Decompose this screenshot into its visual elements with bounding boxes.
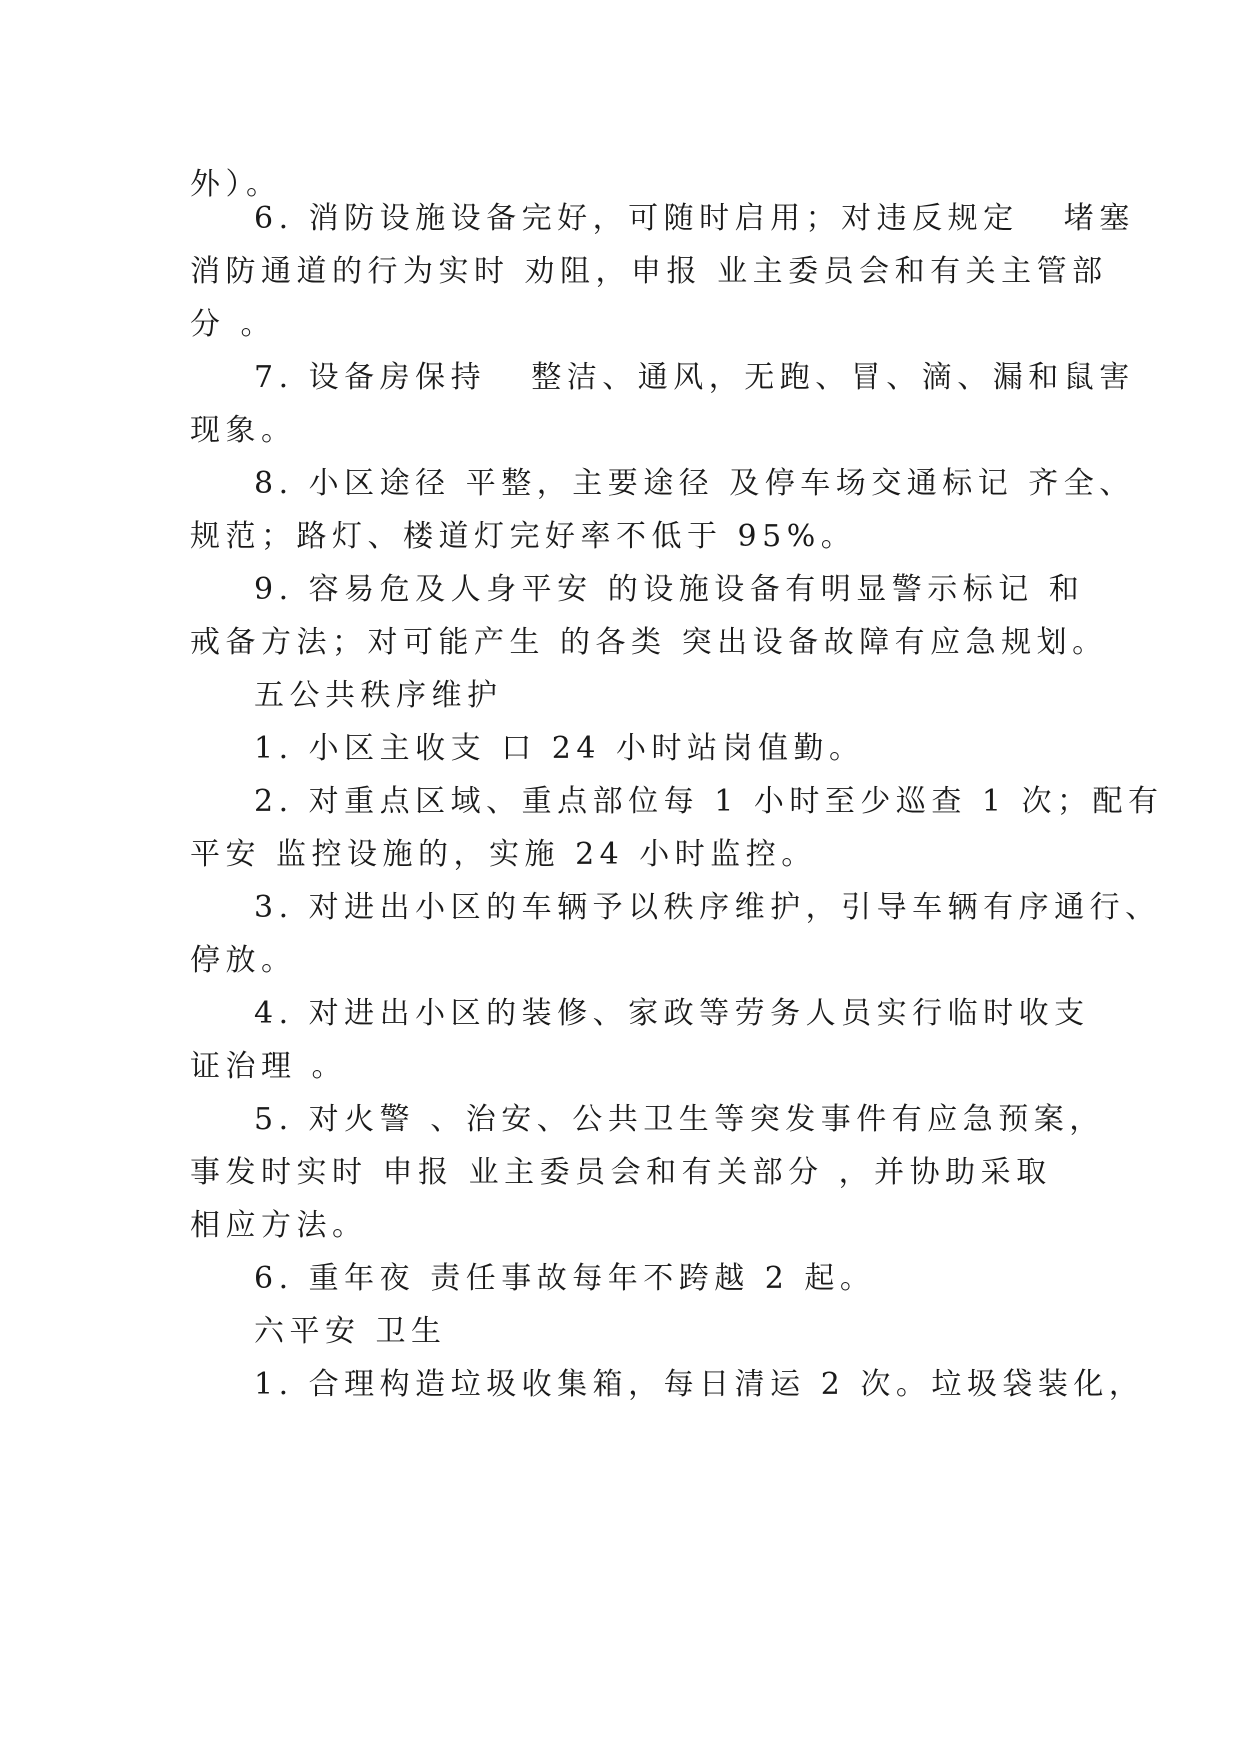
text-line: 7. 设备房保持 整洁、通风，无跑、冒、滴、漏和鼠害	[254, 360, 1135, 395]
text-line: 事发时实时 申报 业主委员会和有关部分 ，并协助采取	[190, 1155, 1052, 1190]
text-line: 平安 监控设施的，实施 24 小时监控。	[190, 837, 817, 872]
text-line: 证治理 。	[190, 1049, 348, 1084]
text-line: 1. 合理构造垃圾收集箱，每日清运 2 次。垃圾袋装化，	[254, 1367, 1145, 1402]
text-line: 消防通道的行为实时 劝阻，申报 业主委员会和有关主管部	[190, 254, 1108, 289]
text-line: 2. 对重点区域、重点部位每 1 小时至少巡查 1 次；配有	[254, 784, 1164, 819]
text-line: 4. 对进出小区的装修、家政等劳务人员实行临时收支	[254, 996, 1090, 1031]
text-line: 6. 消防设施设备完好，可随时启用；对违反规定 堵塞	[254, 201, 1135, 236]
text-line: 外）。	[190, 167, 282, 202]
text-line: 8. 小区途径 平整，主要途径 及停车场交通标记 齐全、	[254, 466, 1135, 501]
text-line: 6. 重年夜 责任事故每年不跨越 2 起。	[254, 1261, 876, 1296]
section-heading: 五公共秩序维护	[254, 678, 503, 713]
text-line: 停放。	[190, 943, 297, 978]
text-line: 戒备方法；对可能产生 的各类 突出设备故障有应急规划。	[190, 625, 1108, 660]
text-line: 分 。	[190, 307, 277, 342]
text-line: 9. 容易危及人身平安 的设施设备有明显警示标记 和	[254, 572, 1085, 607]
text-line: 3. 对进出小区的车辆予以秩序维护，引导车辆有序通行、	[254, 890, 1161, 925]
text-line: 1. 小区主收支 口 24 小时站岗值勤。	[254, 731, 865, 766]
text-line: 现象。	[190, 413, 297, 448]
section-heading: 六平安 卫生	[254, 1314, 447, 1349]
text-line: 5. 对火警 、治安、公共卫生等突发事件有应急预案，	[254, 1102, 1105, 1137]
text-line: 相应方法。	[190, 1208, 368, 1243]
text-line: 规范；路灯、楼道灯完好率不低于 95%。	[190, 519, 857, 554]
